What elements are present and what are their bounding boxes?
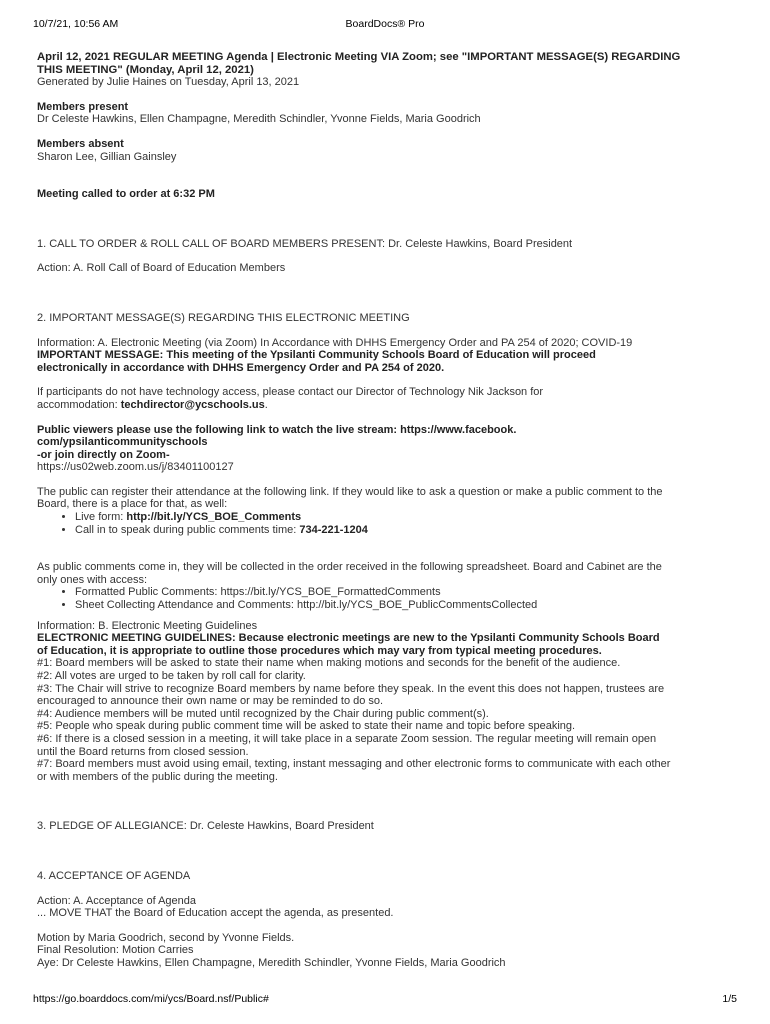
item3-heading: 3. PLEDGE OF ALLEGIANCE: Dr. Celeste Hawkins, Board President <box>37 820 374 833</box>
document-body <box>37 51 737 970</box>
live-form-label: Live form: <box>75 511 127 524</box>
item2-heading: 2. IMPORTANT MESSAGE(S) REGARDING THIS ELECTRONIC MEETING <box>37 311 410 324</box>
print-app-title: BoardDocs® Pro <box>345 18 425 30</box>
viewers-line3: -or join directly on Zoom- <box>37 448 170 461</box>
list-item <box>75 511 737 524</box>
members-present-label: Members present <box>37 100 129 113</box>
item4-heading: 4. ACCEPTANCE OF AGENDA <box>37 869 191 882</box>
register-options-list <box>37 511 737 536</box>
zoom-link[interactable]: https://us02web.zoom.us/j/83401100127 <box>37 461 234 474</box>
guideline-4: #4: Audience members will be muted until recognized by the Chair during public comment(s). <box>37 707 489 720</box>
generated-by: Generated by Julie Haines on Tuesday, April 13, 2021 <box>37 76 300 89</box>
item4-aye: Aye: Dr Celeste Hawkins, Ellen Champagne, Meredith Schindler, Yvonne Fields, Maria Goodrich <box>37 956 506 969</box>
print-url: https://go.boarddocs.com/mi/ycs/Board.nsf/Public# <box>33 993 269 1005</box>
guideline-6-line1: #6: If there is a closed session in a meeting, it will take place in a separate Zoom session. The regular meeting will remain open <box>37 732 657 745</box>
comments-line1: As public comments come in, they will be collected in the order received in the following spreadsheet. Board and Cabinet are the <box>37 561 662 574</box>
viewers-line1: Public viewers please use the following link to watch the live stream: https://www.facebook. <box>37 423 517 436</box>
item2-info-a: Information: A. Electronic Meeting (via Zoom) In Accordance with DHHS Emergency Order and PA 254 of 2020; COVID-19 <box>37 336 633 349</box>
comments-links-list <box>37 586 737 611</box>
guideline-3-line1: #3: The Chair will strive to recognize Board members by name before they speak. In the event this does not happen, trustees are <box>37 682 665 695</box>
guideline-6-line2: until the Board returns from closed session. <box>37 745 249 758</box>
print-datetime: 10/7/21, 10:56 AM <box>33 18 119 30</box>
members-absent-label: Members absent <box>37 137 124 150</box>
comments-line2: only ones with access: <box>37 573 148 586</box>
important-message-line2: electronically in accordance with DHHS Emergency Order and PA 254 of 2020. <box>37 361 445 374</box>
list-item: • Sheet Collecting Attendance and Comments: http://bit.ly/YCS_BOE_PublicCommentsCollected <box>75 599 737 612</box>
register-line2: Board, there is a place for that, as well: <box>37 498 228 511</box>
guideline-7-line2: or with members of the public during the meeting. <box>37 770 278 783</box>
meeting-title-line2: THIS MEETING" (Monday, April 12, 2021) <box>37 63 254 76</box>
item4-action: Action: A. Acceptance of Agenda <box>37 894 197 907</box>
tech-email-link[interactable]: techdirector@ycschools.us <box>120 398 265 411</box>
members-present-list: Dr Celeste Hawkins, Ellen Champagne, Meredith Schindler, Yvonne Fields, Maria Goodrich <box>37 113 481 126</box>
tech-access-suffix: . <box>264 398 268 411</box>
item1-action: Action: A. Roll Call of Board of Education Members <box>37 262 286 275</box>
guideline-3-line2: encouraged to announce their own name or may be reminded to do so. <box>37 695 384 708</box>
register-line1: The public can register their attendance at the following link. If they would like to ask a question or make a public comment to the <box>37 485 663 498</box>
item1-heading: 1. CALL TO ORDER & ROLL CALL OF BOARD MEMBERS PRESENT: Dr. Celeste Hawkins, Board President <box>37 237 573 250</box>
guideline-7-line1: #7: Board members must avoid using email, texting, instant messaging and other electronic forms to communicate with each other <box>37 758 671 771</box>
meeting-title-line1: April 12, 2021 REGULAR MEETING Agenda | Electronic Meeting VIA Zoom; see "IMPORTANT MESSAGE(S) REGARDING <box>37 51 681 63</box>
list-item <box>75 524 737 537</box>
live-form-link[interactable]: http://bit.ly/YCS_BOE_Comments <box>126 511 302 524</box>
item4-motion: Motion by Maria Goodrich, second by Yvonne Fields. <box>37 931 295 944</box>
item4-resolution: Final Resolution: Motion Carries <box>37 944 194 957</box>
guideline-1: #1: Board members will be asked to state their name when making motions and seconds for the benefit of the audience. <box>37 657 621 670</box>
tech-access-prefix: accommodation: <box>37 398 121 411</box>
important-message-line1: IMPORTANT MESSAGE: This meeting of the Ypsilanti Community Schools Board of Education will proceed <box>37 349 596 362</box>
guidelines-line1: ELECTRONIC MEETING GUIDELINES: Because electronic meetings are new to the Ypsilanti Community Schools Board <box>37 632 660 645</box>
list-item: • Formatted Public Comments: https://bit.ly/YCS_BOE_FormattedComments <box>75 586 737 599</box>
members-absent-list: Sharon Lee, Gillian Gainsley <box>37 150 177 163</box>
guideline-2: #2: All votes are urged to be taken by roll call for clarity. <box>37 670 306 682</box>
page-number: 1/5 <box>722 993 737 1005</box>
called-to-order: Meeting called to order at 6:32 PM <box>37 188 215 201</box>
tech-access-line1: If participants do not have technology access, please contact our Director of Technology Nik Jackson for <box>37 386 544 399</box>
guidelines-line2: of Education, it is appropriate to outline those procedures which may vary from typical meeting procedures. <box>37 644 602 657</box>
viewers-line2: com/ypsilanticommunityschools <box>37 436 208 449</box>
guideline-5: #5: People who speak during public comment time will be asked to state their name and topic before speaking. <box>37 720 576 733</box>
call-in-number: 734-221-1204 <box>299 523 368 536</box>
item4-move: ... MOVE THAT the Board of Education accept the agenda, as presented. <box>37 907 394 920</box>
call-in-label: Call in to speak during public comments time: <box>75 523 300 536</box>
tech-access-line2 <box>37 399 737 412</box>
item2-info-b: Information: B. Electronic Meeting Guidelines <box>37 619 258 632</box>
